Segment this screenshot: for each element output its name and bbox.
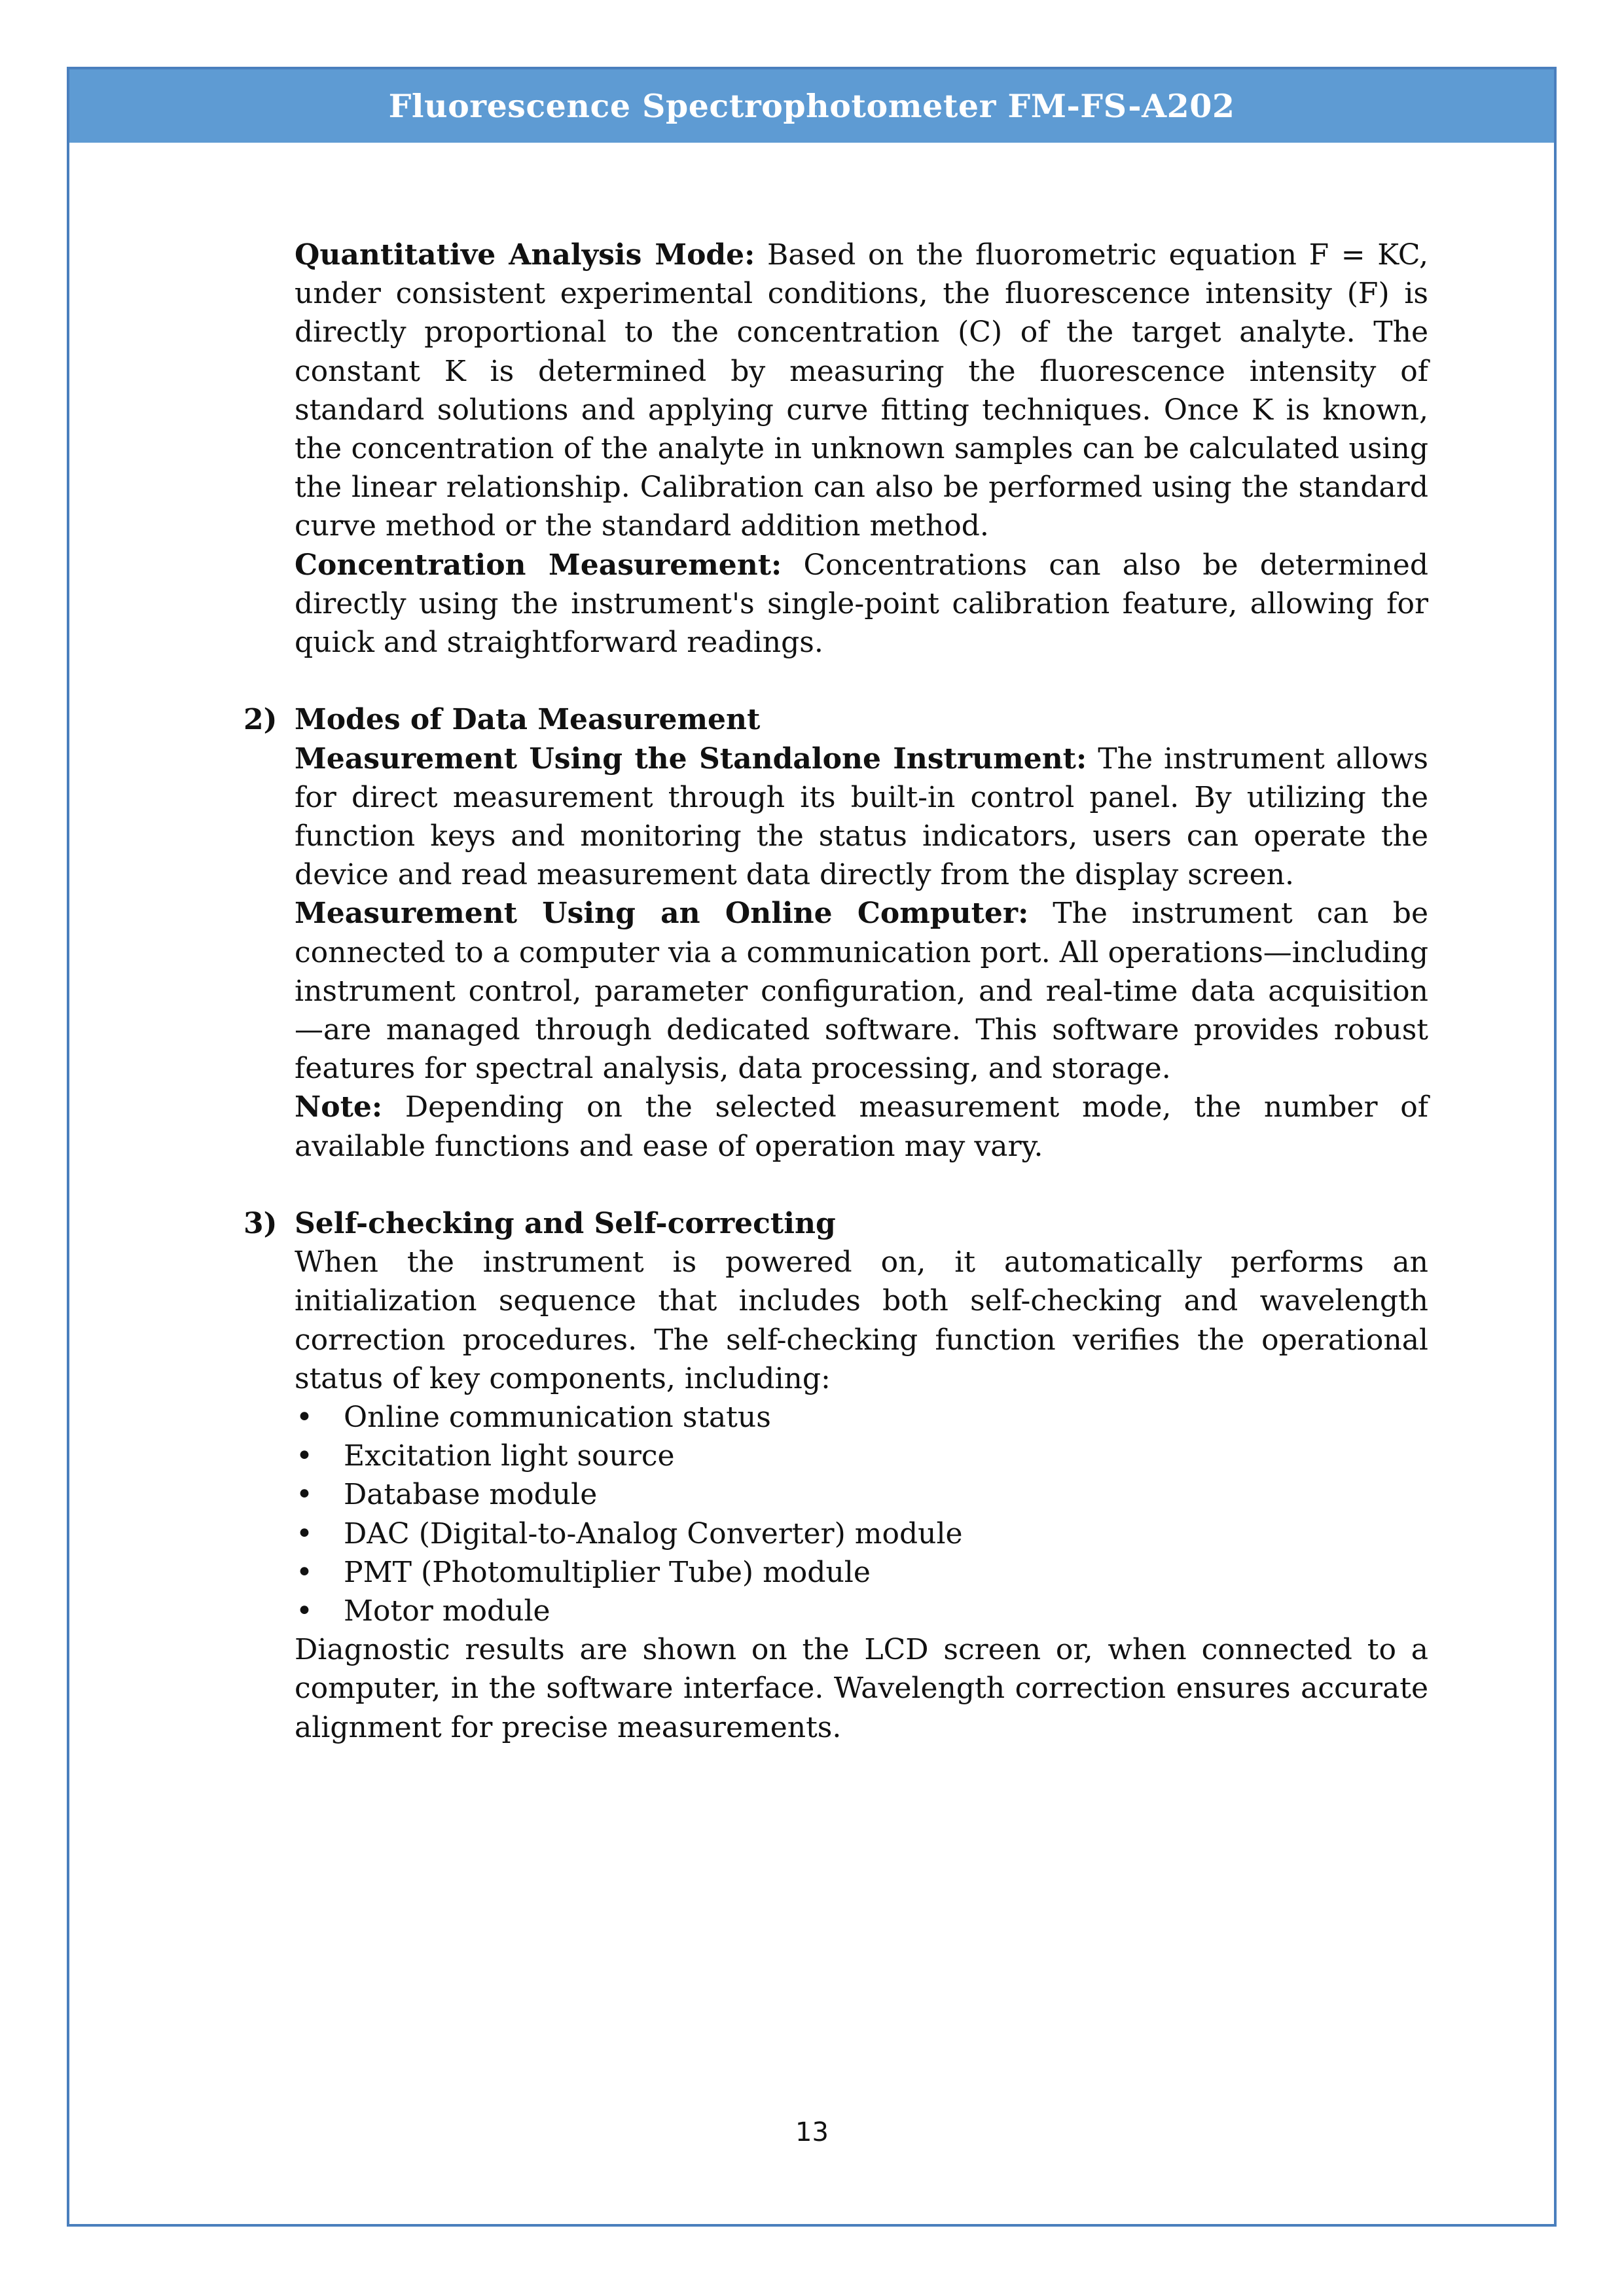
online-computer-label: Measurement Using an Online Computer: <box>295 897 1029 931</box>
section-2-heading <box>244 700 1428 739</box>
list-item-text: Motor module <box>344 1594 550 1628</box>
online-computer-text: The instrument can be connected to a computer via a communication port. All operations—including instrument control, parameter configuration, and real-time data acquisition—are managed through dedicated software. This software provides robust features for spectral analysis, data processing, and storage. <box>295 897 1428 1086</box>
section-3-heading <box>244 1204 1428 1243</box>
section-2-number: 2) <box>244 703 278 737</box>
list-item <box>295 1475 1428 1514</box>
self-check-intro-paragraph: When the instrument is powered on, it automatically performs an initialization sequence that includes both self-checking and wavelength correction procedures. The self-checking function verifies the operational status of key components, including: <box>295 1246 1428 1395</box>
component-list <box>295 1398 1428 1630</box>
standalone-label: Measurement Using the Standalone Instrument: <box>295 742 1087 776</box>
concentration-measurement-text: Concentrations can also be determined directly using the instrument's single-point calibration feature, allowing for quick and straightforward readings. <box>295 548 1428 660</box>
bullet-icon: • <box>296 1401 313 1435</box>
list-item <box>295 1437 1428 1475</box>
standalone-text: The instrument allows for direct measurement through its built-in control panel. By utilizing the function keys and monitoring the status indicators, users can operate the device and read measurement data directly from the display screen. <box>295 742 1428 892</box>
bullet-icon: • <box>296 1439 313 1473</box>
note-paragraph <box>295 1088 1428 1165</box>
header-bar <box>69 69 1554 143</box>
document-title: Fluorescence Spectrophotometer FM-FS-A202 <box>388 87 1235 125</box>
standalone-paragraph <box>295 740 1428 895</box>
page-number: 13 <box>795 2117 829 2147</box>
concentration-measurement-paragraph <box>295 546 1428 662</box>
list-item <box>295 1515 1428 1553</box>
quantitative-analysis-paragraph <box>295 236 1428 546</box>
section-2-title: Modes of Data Measurement <box>295 703 761 737</box>
bullet-icon: • <box>296 1555 313 1589</box>
section-spacer <box>295 662 1428 700</box>
note-text: Depending on the selected measurement mode, the number of available functions and ease of operation may vary. <box>295 1090 1428 1163</box>
concentration-measurement-label: Concentration Measurement: <box>295 548 782 582</box>
section-spacer <box>295 1166 1428 1204</box>
list-item-text: Online communication status <box>344 1401 771 1435</box>
self-check-outro-paragraph: Diagnostic results are shown on the LCD screen or, when connected to a computer, in the software interface. Wavelength correction ensures accurate alignment for precise measurements. <box>295 1633 1428 1744</box>
note-label: Note: <box>295 1090 383 1124</box>
bullet-icon: • <box>296 1594 313 1628</box>
section-3-number: 3) <box>244 1207 278 1241</box>
section-3-title: Self-checking and Self-correcting <box>295 1207 836 1241</box>
quantitative-analysis-label: Quantitative Analysis Mode: <box>295 238 755 272</box>
quantitative-analysis-text: Based on the fluorometric equation F = KC, under consistent experimental conditions, the fluorescence intensity (F) is directly proportional to the concentration (C) of the target analyte. The constant K is determined by measuring the fluorescence intensity of standard solutions and applying curve fitting techniques. Once K is known, the concentration of the analyte in unknown samples can be calculated using the linear relationship. Calibration can also be performed using the standard curve method or the standard addition method. <box>295 238 1428 543</box>
list-item <box>295 1592 1428 1630</box>
list-item-text: Excitation light source <box>344 1439 675 1473</box>
online-computer-paragraph <box>295 894 1428 1088</box>
list-item-text: DAC (Digital-to-Analog Converter) module <box>344 1516 963 1551</box>
list-item <box>295 1553 1428 1592</box>
page-content <box>244 236 1428 1747</box>
list-item-text: PMT (Photomultiplier Tube) module <box>344 1555 871 1589</box>
bullet-icon: • <box>296 1478 313 1512</box>
bullet-icon: • <box>296 1516 313 1551</box>
list-item <box>295 1398 1428 1437</box>
list-item-text: Database module <box>344 1478 598 1512</box>
